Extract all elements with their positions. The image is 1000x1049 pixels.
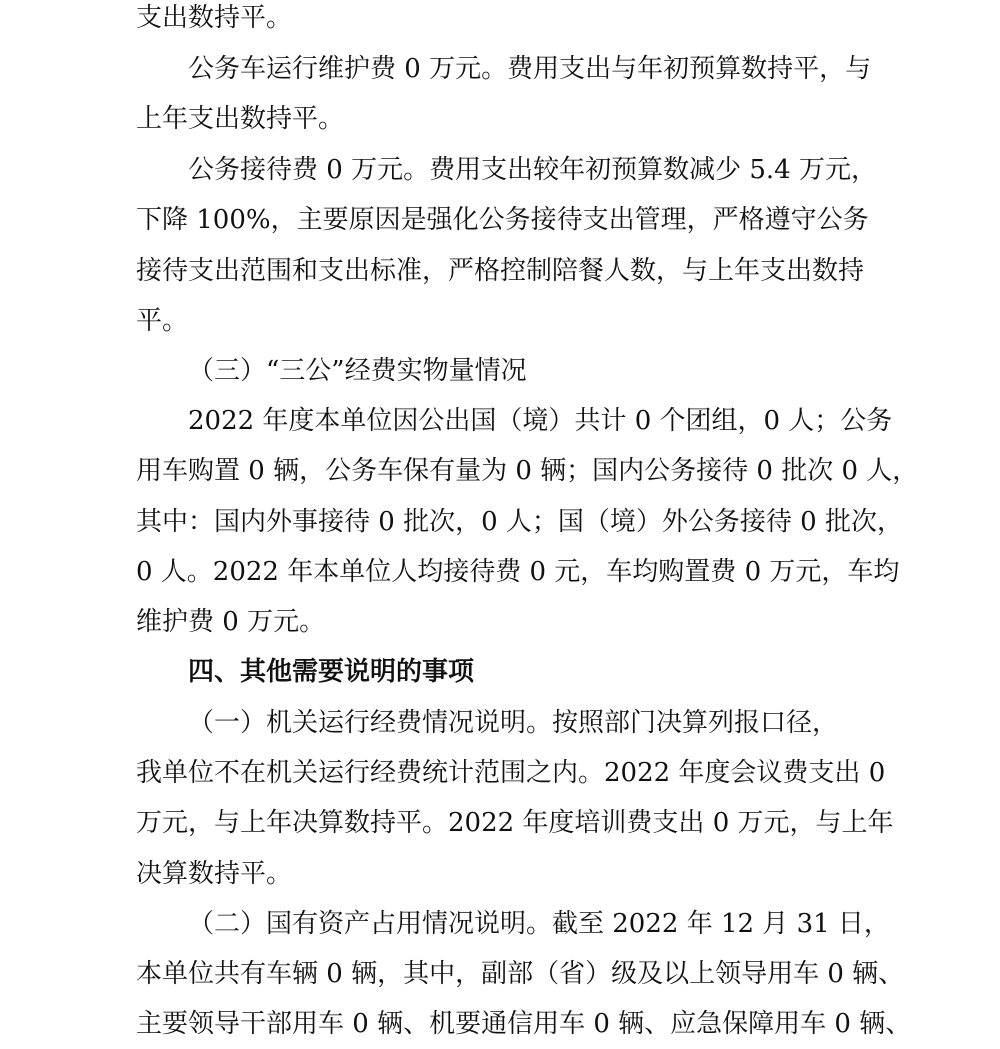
- text-line-9: 2022 年度本单位因公出国（境）共计 0 个团组，0 人；公务: [188, 406, 893, 436]
- text-line-5: 下降 100%，主要原因是强化公务接待支出管理，严格遵守公务: [136, 205, 869, 235]
- text-line-20: 本单位共有车辆 0 辆，其中，副部（省）级及以上领导用车 0 辆、: [136, 959, 905, 989]
- text-line-1: 支出数持平。: [136, 3, 293, 33]
- section-heading-4: 四、其他需要说明的事项: [188, 657, 475, 687]
- text-line-7: 平。: [136, 306, 189, 336]
- section-heading-3: （三）“三公”经费实物量情况: [188, 356, 527, 386]
- text-line-12: 0 人。2022 年本单位人均接待费 0 元，车均购置费 0 万元，车均: [136, 557, 900, 587]
- text-line-10: 用车购置 0 辆，公务车保有量为 0 辆；国内公务接待 0 批次 0 人，: [136, 456, 919, 486]
- text-line-13: 维护费 0 万元。: [136, 607, 326, 637]
- text-line-6: 接待支出范围和支出标准，严格控制陪餐人数，与上年支出数持: [136, 256, 865, 286]
- text-line-2: 公务车运行维护费 0 万元。费用支出与年初预算数持平，与: [188, 54, 872, 84]
- text-line-4: 公务接待费 0 万元。费用支出较年初预算数减少 5.4 万元，: [188, 155, 877, 185]
- text-line-19: （二）国有资产占用情况说明。截至 2022 年 12 月 31 日，: [188, 909, 890, 939]
- text-line-11: 其中：国内外事接待 0 批次，0 人；国（境）外公务接待 0 批次，: [136, 507, 903, 537]
- text-line-15: （一）机关运行经费情况说明。按照部门决算列报口径，: [188, 708, 839, 738]
- text-line-16: 我单位不在机关运行经费统计范围之内。2022 年度会议费支出 0: [136, 758, 886, 788]
- text-line-17: 万元，与上年决算数持平。2022 年度培训费支出 0 万元，与上年: [136, 808, 894, 838]
- text-line-21: 主要领导干部用车 0 辆、机要通信用车 0 辆、应急保障用车 0 辆、: [136, 1009, 912, 1039]
- text-line-18: 决算数持平。: [136, 859, 293, 889]
- text-line-3: 上年支出数持平。: [136, 104, 345, 134]
